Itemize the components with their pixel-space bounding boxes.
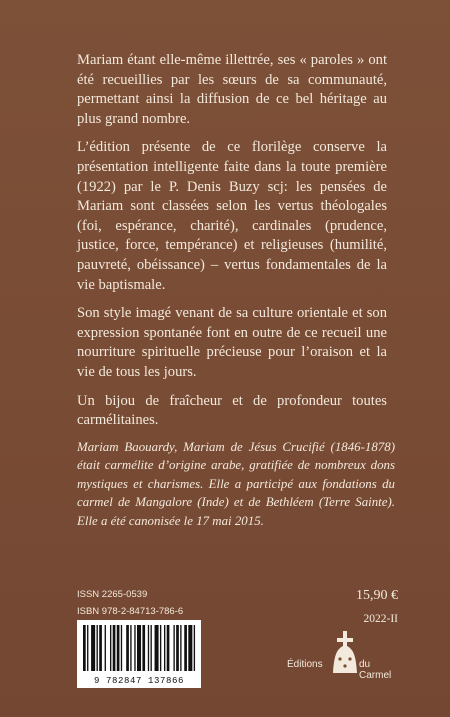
barcode-bar [184,625,187,671]
price: 15,90 € [356,588,398,603]
barcode-bar [91,625,95,671]
edition-code: 2022-II [363,613,398,625]
barcode-bar [148,625,149,671]
barcode-bar [194,625,195,671]
barcode-bar [126,625,129,671]
barcode-bar [137,625,141,671]
barcode-bar [121,625,122,671]
barcode-bar [134,625,135,671]
author-bio: Mariam Baouardy, Mariam de Jésus Crucifié (1846-1878) était carmélite d’origine arabe, gratifiée de nombreux dons mystiques et charismes. Elle a participé aux fondations du carmel de Mangalore (Inde) et de Bethléem (Terre Sainte). Elle a été canonisée le 17 mai 2015. [77,440,395,528]
barcode-bar [87,625,88,671]
isbn-text: ISBN 978-2-84713-786-6 [77,606,184,617]
barcode-bar [110,625,111,671]
barcode-bar [99,625,102,671]
barcode-bar [151,625,152,671]
blurb-paragraph-4: Un bijou de fraîcheur et de profondeur toutes carmélitaines. [77,392,387,429]
barcode-bar [117,625,120,671]
issn-text: ISSN 2265-0539 [77,589,148,600]
barcode-bar [188,625,192,671]
barcode-bar [180,625,181,671]
barcode-bar [160,625,161,671]
isbn-block [77,586,183,620]
barcode-bar [155,625,159,671]
barcode-bar [130,625,131,671]
blurb-paragraph-1: Mariam étant elle-même illettrée, ses « paroles » ont été recueillies par les sœurs de sa communauté, permettant ainsi la diffusion de ce bel héritage au plus grand nombre. [77,52,387,127]
carmel-cross-logo-icon [332,631,358,673]
blurb-paragraph-2: L’édition présente de ce florilège conserve la présentation intelligente faite dans la toute première (1922) par le P. Denis Buzy scj: les pensées de Mariam sont classées selon les vertus théologales (foi, espérance, charité), cardinales (prudence, justice, force, tempérance) et religieuses (humilité, pauvreté, obéissance) – vertus fondamentales de la vie baptismale. [77,139,387,293]
barcode-bar [83,625,86,671]
barcode-bar [167,625,170,671]
barcode-bars [77,620,201,676]
blurb-paragraph-3: Son style imagé venant de sa culture orientale et son expression spontanée font en outre de ce recueil une nourriture spirituelle précieuse pour l’oraison et la vie de tous les jours. [77,305,387,380]
barcode [77,620,201,688]
barcode-bar [173,625,174,671]
barcode-bar [164,625,165,671]
barcode-bar [113,625,116,671]
barcode-bar [142,625,145,671]
publisher-name-left: Éditions [287,659,323,670]
barcode-bar [105,625,106,671]
publisher-name-right: du Carmel [359,659,392,681]
blurb [77,51,387,440]
barcode-digits: 9 782847 137866 [93,676,184,686]
barcode-bar [176,625,179,671]
barcode-bar [97,625,98,671]
publisher-logo [285,628,405,692]
